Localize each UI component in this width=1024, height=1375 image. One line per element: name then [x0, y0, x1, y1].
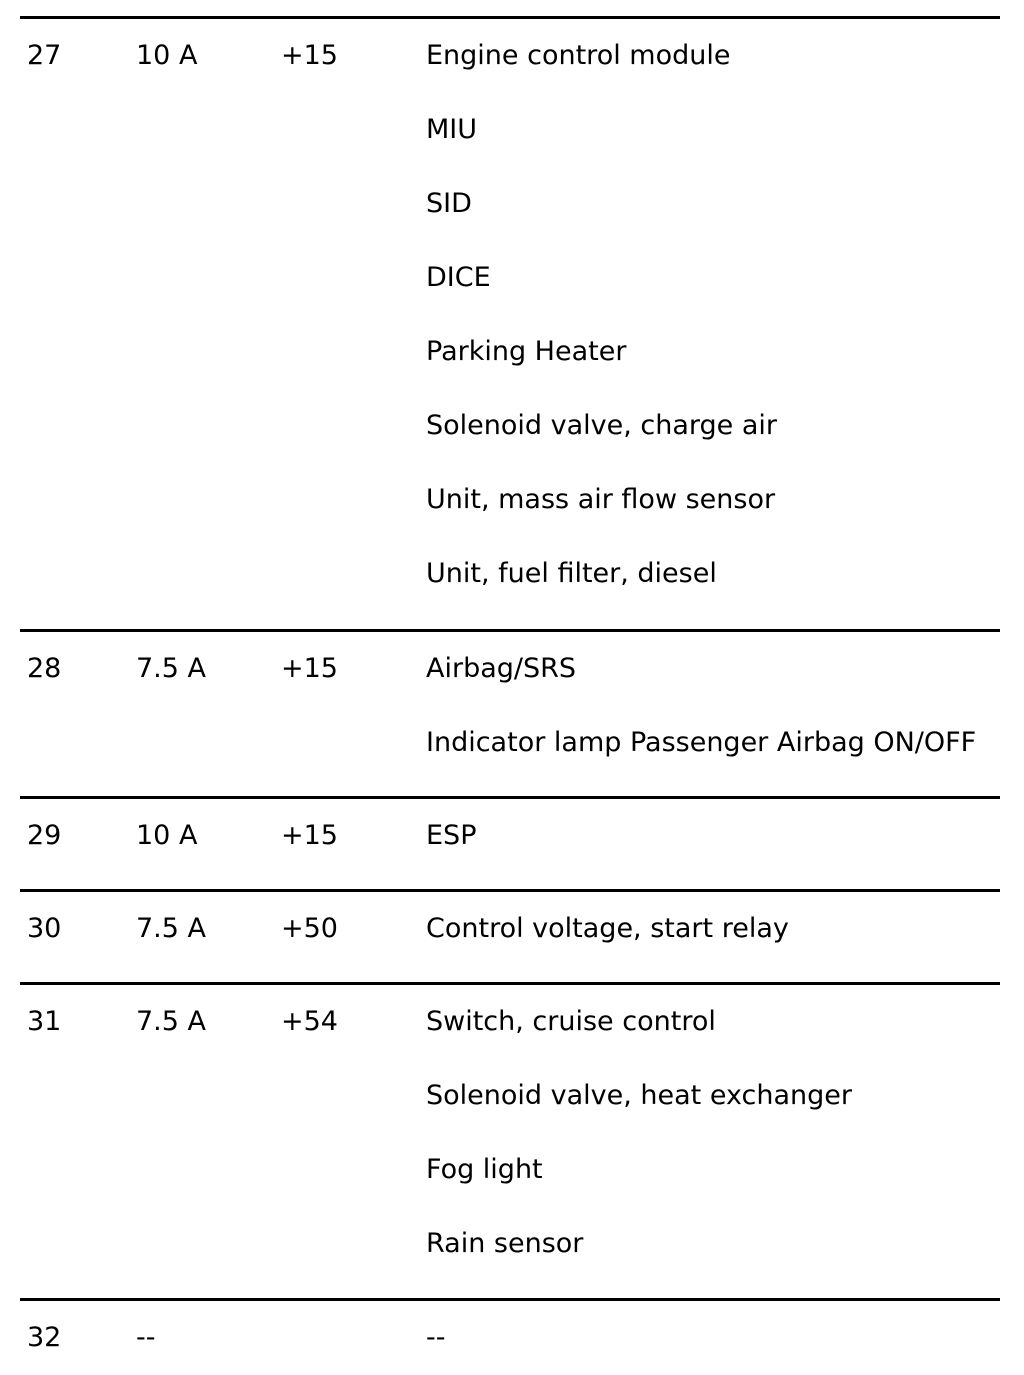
fuse-row-30 — [20, 889, 1000, 982]
fuse-rating: 7.5 A — [136, 653, 206, 684]
fuse-number: 31 — [27, 1006, 62, 1037]
component-list — [426, 892, 789, 966]
component-list — [426, 985, 852, 1281]
component-item: Fog light — [426, 1154, 543, 1185]
fuse-rating: 7.5 A — [136, 913, 206, 944]
component-list — [426, 19, 777, 611]
fuse-rating: 10 A — [136, 820, 198, 851]
component-item: Switch, cruise control — [426, 1006, 716, 1037]
component-item: Unit, fuel filter, diesel — [426, 558, 717, 589]
component-item: SID — [426, 188, 472, 219]
fuse-terminal: +15 — [281, 40, 338, 71]
component-item: MIU — [426, 114, 478, 145]
fuse-row-28 — [20, 629, 1000, 796]
fuse-row-29 — [20, 796, 1000, 889]
fuse-rating: 10 A — [136, 40, 198, 71]
component-item: -- — [426, 1322, 446, 1353]
component-item: ESP — [426, 820, 477, 851]
fuse-number: 32 — [27, 1322, 62, 1353]
component-item: Unit, mass air flow sensor — [426, 484, 776, 515]
fuse-number: 28 — [27, 653, 62, 684]
fuse-number: 29 — [27, 820, 62, 851]
fuse-terminal: +15 — [281, 653, 338, 684]
fuse-terminal: +50 — [281, 913, 338, 944]
component-list — [426, 799, 476, 873]
component-item: DICE — [426, 262, 491, 293]
fuse-rating: 7.5 A — [136, 1006, 206, 1037]
component-item: Airbag/SRS — [426, 653, 577, 684]
component-item: Solenoid valve, charge air — [426, 410, 778, 441]
component-item: Engine control module — [426, 40, 731, 71]
fuse-row-27 — [20, 16, 1000, 629]
component-item: Indicator lamp Passenger Airbag ON/OFF — [426, 727, 977, 758]
fuse-number: 30 — [27, 913, 62, 944]
component-list — [426, 1301, 446, 1375]
fuse-number: 27 — [27, 40, 62, 71]
fuse-row-31 — [20, 982, 1000, 1298]
component-item: Parking Heater — [426, 336, 627, 367]
fuse-row-32 — [20, 1298, 1000, 1361]
fuse-table — [20, 0, 1000, 1361]
fuse-rating: -- — [136, 1322, 156, 1353]
fuse-terminal: +15 — [281, 820, 338, 851]
component-item: Rain sensor — [426, 1228, 584, 1259]
fuse-terminal: +54 — [281, 1006, 338, 1037]
component-list — [426, 632, 976, 780]
component-item: Solenoid valve, heat exchanger — [426, 1080, 852, 1111]
component-item: Control voltage, start relay — [426, 913, 789, 944]
